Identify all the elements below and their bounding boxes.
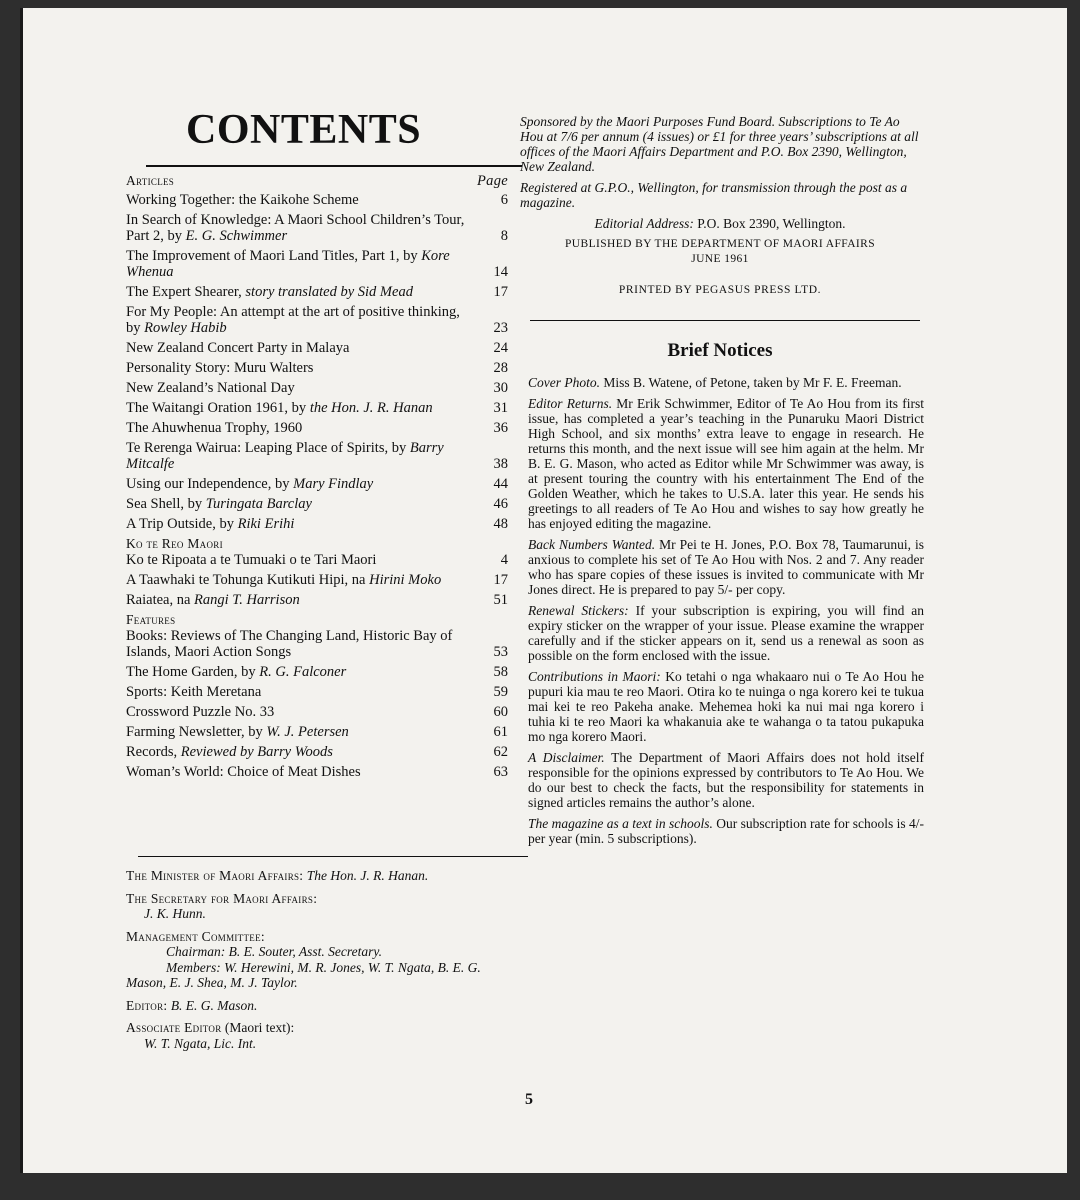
toc-entry	[126, 724, 508, 740]
toc-entry-author: Kore Whenua	[126, 248, 450, 280]
notice-heading: Contributions in Maori:	[528, 669, 661, 684]
toc-entry-title: Te Rerenga Wairua: Leaping Place of Spirits, by Barry Mitcalfe	[126, 440, 444, 472]
toc-entry	[126, 400, 508, 416]
notice-text: Ko tetahi o nga whakaaro nui o Te Ao Hou he pupuri kia mau te reo Maori. Otira ko te nuinga o nga korero kei te tukua mai kei te reo Pakeha anake. Mehemea hoki ka nui mai nga korero i tuhia ki te reo Maori ka whakanuia ake te wahanga o ta tatou pukapuka mo nga korero Maori.	[528, 669, 925, 744]
toc-entry-author: Rangi T. Harrison	[194, 592, 300, 608]
toc-entry-author: Rowley Habib	[144, 320, 227, 336]
toc-entry-title: A Taawhaki te Tohunga Kutikuti Hipi, na Hirini Moko	[126, 572, 442, 588]
notice-heading: A Disclaimer.	[528, 750, 605, 765]
toc-entry	[126, 360, 508, 376]
notice-text: Our subscription rate for schools is 4/- per year (min. 5 subscriptions).	[528, 816, 924, 846]
associate-editor-line: Associate Editor (Maori text): W. T. Ngata, Lic. Int.	[126, 1020, 295, 1051]
toc-entry-page: 36	[493, 420, 508, 436]
toc-entry-author: Reviewed by Barry Woods	[180, 744, 333, 760]
toc-entry-page: 51	[493, 592, 508, 608]
toc-entry-author: Barry Mitcalfe	[126, 440, 444, 472]
toc-entry-title: Personality Story: Muru Walters	[126, 360, 314, 376]
registered-text: Registered at G.P.O., Wellington, for transmission through the post as a magazine.	[520, 180, 908, 210]
toc-entry-title: A Trip Outside, by Riki Erihi	[126, 516, 295, 532]
toc-entry-title: The Ahuwhenua Trophy, 1960	[126, 420, 303, 436]
toc-entry	[126, 764, 508, 780]
toc-entry-title: Raiatea, na Rangi T. Harrison	[126, 592, 300, 608]
toc-entry	[126, 248, 508, 280]
contents-title: CONTENTS	[186, 107, 422, 153]
toc-entry	[126, 744, 508, 760]
toc-entry-title: Ko te Ripoata a te Tumuaki o te Tari Maori	[126, 552, 377, 568]
toc-entry-page: 31	[493, 400, 508, 416]
printed-by: PRINTED BY PEGASUS PRESS LTD.	[618, 284, 822, 296]
notice-item	[528, 375, 924, 390]
toc-entry-page: 14	[493, 264, 508, 280]
notice-item	[528, 669, 924, 744]
toc-entry-title: Crossword Puzzle No. 33	[126, 704, 275, 720]
toc-entry-page: 17	[493, 572, 508, 588]
toc-entry-page: 8	[500, 228, 508, 244]
notice-text: Mr Erik Schwimmer, Editor of Te Ao Hou from its first issue, has completed a year’s teaching in the Punaruku Maori District High School, and six months’ extra leave to engage in research. He returns this month, and the next issue will see him again at the helm. Mr B. E. G. Mason, who acted as Editor while Mr Schwimmer was away, is at present touring the country with his entertainment The End of the Golden Weather, which he takes to U.S.A. later this year. He sends his greetings to all readers of Te Ao Hou and wishes to say how greatly he has enjoyed editing the magazine.	[528, 396, 925, 531]
toc-entry-page: 24	[493, 340, 508, 356]
notice-text: The Department of Maori Affairs does not hold itself responsible for the opinions expressed by contributors to Te Ao Hou. We do our best to check the facts, but the responsibility for statements in signed articles remains the author’s alone.	[528, 750, 924, 810]
toc-entry-author: Hirini Moko	[369, 572, 442, 588]
toc-entry	[126, 380, 508, 396]
notice-heading: Renewal Stickers:	[528, 603, 629, 618]
toc-entry-title: Books: Reviews of The Changing Land, Historic Bay of Islands, Maori Action Songs	[126, 628, 453, 660]
toc-entry-title: Sea Shell, by Turingata Barclay	[126, 496, 312, 512]
toc-entry-title: Using our Independence, by Mary Findlay	[126, 476, 374, 492]
toc-entry-page: 23	[493, 320, 508, 336]
toc-entry-page: 63	[493, 764, 508, 780]
toc-entry	[126, 516, 508, 532]
toc-entry	[126, 212, 508, 244]
maori-section-label: Ko te Reo Maori	[126, 536, 223, 551]
minister-line: The Minister of Maori Affairs: The Hon. J. R. Hanan.	[126, 868, 429, 883]
toc-entry-page: 44	[493, 476, 508, 492]
toc-entry-title: Woman’s World: Choice of Meat Dishes	[126, 764, 361, 780]
staff-listing	[126, 868, 521, 1058]
toc-entry	[126, 192, 508, 208]
table-of-contents	[126, 173, 508, 784]
toc-entry-title: The Expert Shearer, story translated by Sid Mead	[126, 284, 413, 300]
notice-heading: The magazine as a text in schools.	[528, 816, 713, 831]
toc-entry-page: 17	[493, 284, 508, 300]
toc-entry-author: E. G. Schwimmer	[185, 228, 288, 244]
toc-entry-author: Mary Findlay	[293, 476, 374, 492]
secretary-line: The Secretary for Maori Affairs: J. K. Hunn.	[126, 890, 318, 921]
toc-entry	[126, 572, 508, 588]
notice-text: Mr Pei te H. Jones, P.O. Box 78, Taumarunui, is anxious to complete his set of Te Ao Hou with Nos. 2 and 7. Any reader who has spare copies of these issues is invited to communicate with Mr Jones direct. He is prepared to pay 5/- per copy.	[528, 537, 925, 597]
toc-entry-author: W. J. Petersen	[266, 724, 349, 740]
toc-entry-title: Working Together: the Kaikohe Scheme	[126, 192, 359, 208]
notice-text: Miss B. Watene, of Petone, taken by Mr F. E. Freeman.	[600, 375, 902, 390]
committee-block: Management Committee: Chairman: B. E. Souter, Asst. Secretary. Members: W. Herewini, M. R. Jones, W. T. Ngata, B. E. G. Mason, E. J. Shea, M. J. Taylor.	[126, 928, 481, 990]
articles-list	[126, 192, 508, 532]
toc-entry	[126, 420, 508, 436]
toc-entry-title: Sports: Keith Meretana	[126, 684, 262, 700]
toc-entry-page: 4	[500, 552, 508, 568]
maori-list	[126, 552, 508, 608]
toc-entry-page: 53	[493, 644, 508, 660]
notice-item	[528, 537, 924, 597]
toc-entry-page: 58	[493, 664, 508, 680]
toc-entry	[126, 304, 508, 336]
notice-item	[528, 816, 924, 846]
magazine-page	[20, 8, 1067, 1173]
toc-entry-page: 38	[493, 456, 508, 472]
toc-entry-title: The Improvement of Maori Land Titles, Part 1, by Kore Whenua	[126, 248, 450, 280]
notice-heading: Back Numbers Wanted.	[528, 537, 656, 552]
staff-rule	[138, 856, 528, 857]
toc-entry-page: 60	[493, 704, 508, 720]
page-number: 5	[525, 1091, 533, 1108]
toc-entry-page: 30	[493, 380, 508, 396]
editor-line: Editor: B. E. G. Mason.	[126, 997, 258, 1013]
notice-item	[528, 396, 924, 531]
title-rule	[146, 165, 522, 167]
published-by: PUBLISHED BY THE DEPARTMENT OF MAORI AFFAIRS JUNE 1961	[565, 238, 875, 265]
toc-entry-author: Turingata Barclay	[205, 496, 312, 512]
toc-entry-page: 6	[500, 192, 508, 208]
toc-entry-author: story translated by Sid Mead	[245, 284, 413, 300]
toc-entry-page: 59	[493, 684, 508, 700]
toc-entry	[126, 340, 508, 356]
toc-entry	[126, 664, 508, 680]
toc-entry	[126, 592, 508, 608]
toc-entry	[126, 284, 508, 300]
sponsor-text: Sponsored by the Maori Purposes Fund Board. Subscriptions to Te Ao Hou at 7/6 per annum (4 issues) or £1 for three years’ subscriptions at all offices of the Maori Affairs Department and P.O. Box 2390, Wellington, New Zealand.	[520, 114, 919, 174]
page-label: Page	[477, 173, 508, 189]
toc-entry-page: 62	[493, 744, 508, 760]
notices-title: Brief Notices	[667, 340, 773, 361]
toc-entry	[126, 440, 508, 472]
toc-entry-title: In Search of Knowledge: A Maori School Children’s Tour, Part 2, by E. G. Schwimmer	[126, 212, 465, 244]
toc-entry-title: The Home Garden, by R. G. Falconer	[126, 664, 347, 680]
toc-entry	[126, 476, 508, 492]
toc-entry-page: 46	[493, 496, 508, 512]
toc-entry	[126, 704, 508, 720]
features-section-label: Features	[126, 612, 176, 627]
notice-item	[528, 603, 924, 663]
toc-entry-title: New Zealand Concert Party in Malaya	[126, 340, 350, 356]
toc-entry-title: Farming Newsletter, by W. J. Petersen	[126, 724, 349, 740]
notice-item	[528, 750, 924, 810]
toc-entry	[126, 496, 508, 512]
features-list	[126, 628, 508, 780]
toc-entry	[126, 628, 508, 660]
toc-entry-page: 48	[493, 516, 508, 532]
toc-entry-page: 61	[493, 724, 508, 740]
toc-entry-author: the Hon. J. R. Hanan	[309, 400, 433, 416]
toc-entry-title: New Zealand’s National Day	[126, 380, 295, 396]
notice-heading: Editor Returns.	[528, 396, 613, 411]
notice-heading: Cover Photo.	[528, 375, 600, 390]
toc-entry	[126, 684, 508, 700]
toc-entry-title: For My People: An attempt at the art of positive thinking, by Rowley Habib	[126, 304, 460, 336]
notice-text: If your subscription is expiring, you will find an expiry sticker on the wrapper of your issue. Please examine the wrapper carefully and if the sticker appears on it, send us a renewal as soon as possible on the form enclosed with the issue.	[528, 603, 925, 663]
toc-entry-title: The Waitangi Oration 1961, by the Hon. J. R. Hanan	[126, 400, 433, 416]
toc-header	[126, 173, 508, 189]
publication-info	[520, 114, 920, 304]
brief-notices	[528, 375, 924, 852]
articles-label: Articles	[126, 173, 175, 188]
toc-entry	[126, 552, 508, 568]
toc-entry-title: Records, Reviewed by Barry Woods	[126, 744, 333, 760]
editorial-address: Editorial Address: P.O. Box 2390, Wellington.	[594, 216, 846, 231]
toc-entry-author: Riki Erihi	[237, 516, 295, 532]
notices-rule	[530, 320, 920, 321]
toc-entry-page: 28	[493, 360, 508, 376]
toc-entry-author: R. G. Falconer	[259, 664, 347, 680]
